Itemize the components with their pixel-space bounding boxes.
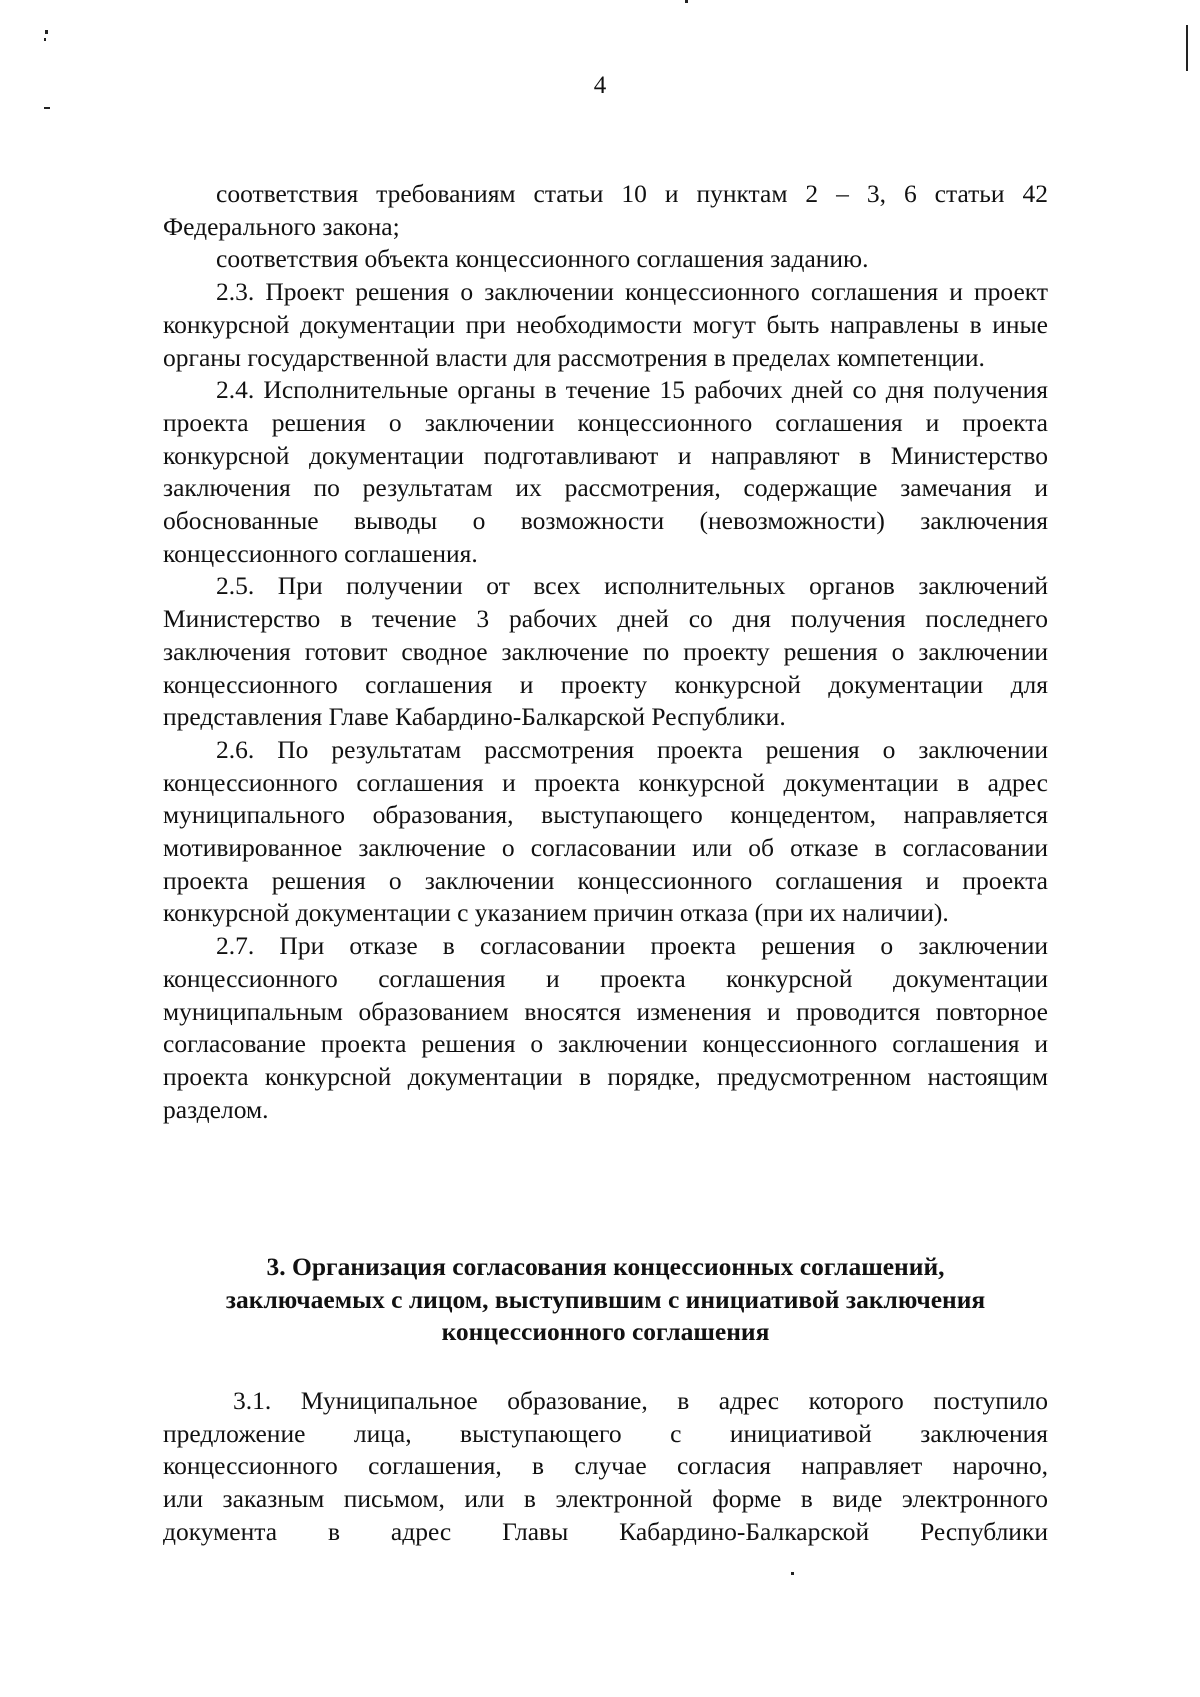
paragraph: 2.3. Проект решения о заключении концессионного соглашения и проект конкурсной документации при необходимости могут быть направлены в иные органы государственной власти для рассмотрения в пределах компетенции. — [163, 277, 1048, 372]
section-heading-line: заключаемых с лицом, выступившим с инициативой заключения — [225, 1284, 986, 1314]
scan-artifact — [44, 38, 46, 41]
text-line: концессионного соглашения, в случае согласия направляет нарочно, — [163, 1451, 1048, 1481]
text-line: документа в адрес Главы Кабардино-Балкарской Республики — [163, 1516, 1048, 1546]
scan-artifact — [45, 30, 48, 34]
section-heading-line: концессионного соглашения — [441, 1317, 770, 1347]
section-3-body — [163, 1385, 1048, 1549]
paragraph: 2.7. При отказе в согласовании проекта решения о заключении концессионного соглашения и проекта конкурсной документации муниципальным образованием вносятся изменения и проводится повторное согласование проекта решения о заключении концессионного соглашения и проекта конкурсной документации в порядке, предусмотренном настоящим разделом. — [163, 931, 1048, 1124]
scan-artifact — [44, 107, 50, 109]
paragraph: 2.5. При получении от всех исполнительных органов заключений Министерство в течение 3 рабочих дней со дня получения последнего заключения готовит сводное заключение по проекту решения о заключении концессионного соглашения и проекту конкурсной документации для представления Главе Кабардино-Балкарской Республики. — [163, 571, 1048, 732]
text-line: или заказным письмом, или в электронной форме в виде электронного — [163, 1484, 1048, 1514]
document-body — [163, 178, 1048, 1126]
scan-artifact — [685, 0, 688, 3]
page-number: 4 — [593, 72, 607, 99]
paragraph: 2.6. По результатам рассмотрения проекта решения о заключении концессионного соглашения и проекта конкурсной документации в адрес муниципального образования, выступающего концедентом, направляется мотивированное заключение о согласовании или об отказе в согласовании проекта решения о заключении концессионного соглашения и проекта конкурсной документации с указанием причин отказа (при их наличии). — [163, 734, 1048, 928]
scan-artifact — [791, 1572, 794, 1575]
text-line: 3.1. Муниципальное образование, в адрес которого поступило — [233, 1386, 1048, 1415]
paragraph: 2.4. Исполнительные органы в течение 15 рабочих дней со дня получения проекта решения о заключении концессионного соглашения и проекта конкурсной документации подготавливают и направляют в Министерство заключения по результатам их рассмотрения, содержащие замечания и обоснованные выводы о возможности (невозможности) заключения концессионного соглашения. — [163, 375, 1048, 568]
section-heading — [163, 1251, 1048, 1349]
section-heading-line: 3. Организация согласования концессионных соглашений, — [266, 1252, 945, 1281]
text-line: предложение лица, выступающего с инициативой заключения — [163, 1418, 1048, 1448]
paragraph: соответствия объекта концессионного соглашения заданию. — [216, 244, 869, 274]
paragraph: соответствия требованиям статьи 10 и пунктам 2 – 3, 6 статьи 42 Федерального закона; — [163, 179, 1048, 241]
page-edge-line — [1186, 25, 1188, 71]
